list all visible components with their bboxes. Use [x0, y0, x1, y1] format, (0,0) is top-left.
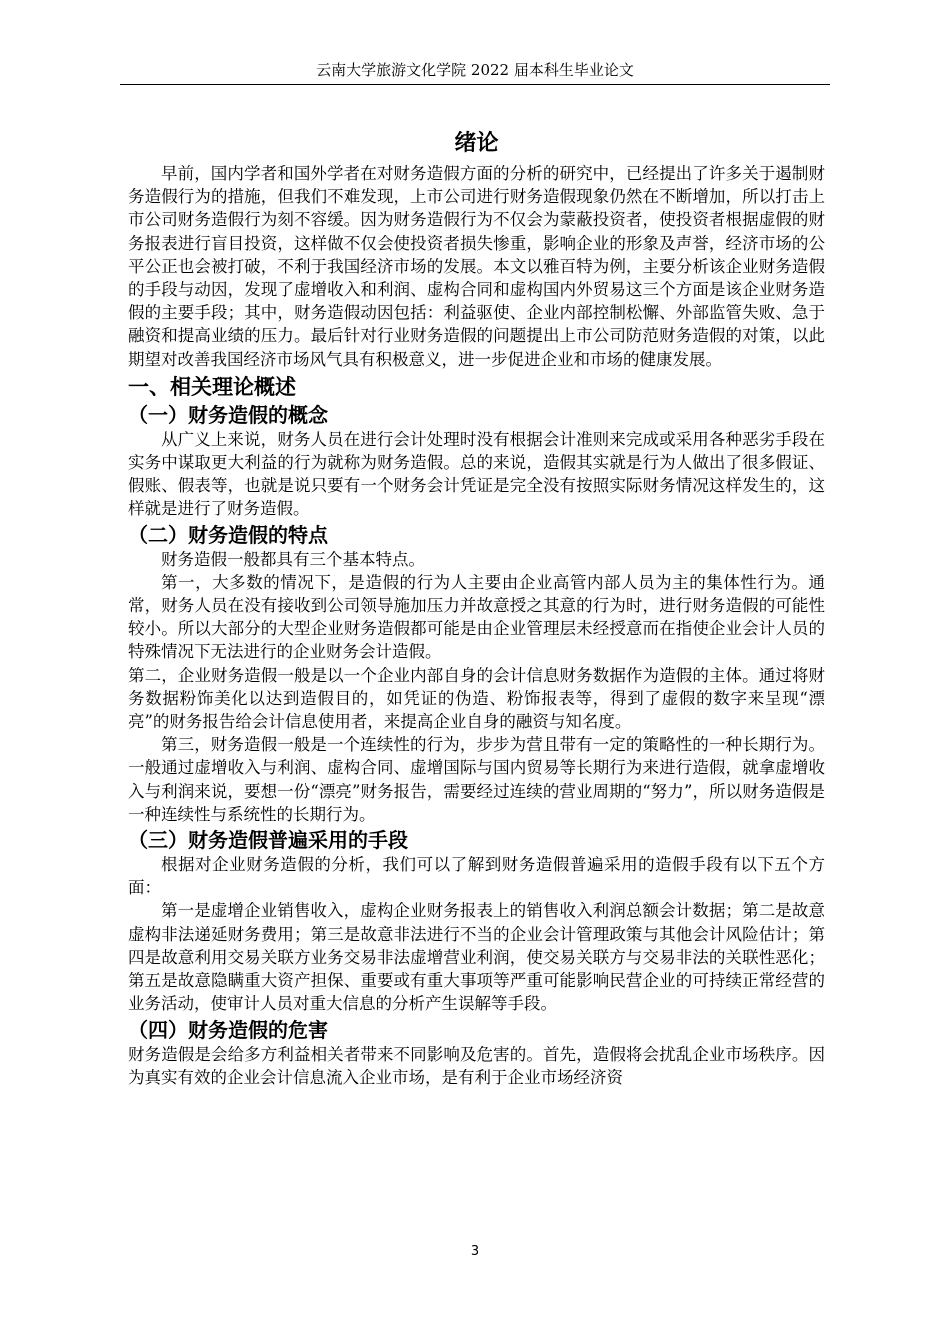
paragraph: 财务造假是会给多方利益相关者带来不同影响及危害的。首先，造假将会扰乱企业市场秩序。因为真实有效的企业会计信息流入企业市场，是有利于企业市场经济资	[128, 1044, 825, 1087]
page-title: 绪论	[454, 130, 499, 156]
subsection-heading-2: （二）财务造假的特点	[128, 522, 328, 547]
paragraph: 财务造假一般都具有三个基本特点。	[161, 549, 425, 569]
paragraph: 第一是虚增企业销售收入，虚构企业财务报表上的销售收入利润总额会计数据；第二是故意虚构非法递延财务费用；第三是故意非法进行不当的企业会计管理政策与其他会计风险估计；第四是故意利用交易关联方业务交易非法虚增营业利润，使交易关联方与交易非法的关联性恶化；第五是故意隐瞒重大资产担保、重要或有重大事项等严重可能影响民营企业的可持续正常经营的业务活动，使审计人员对重大信息的分析产生误解等手段。	[128, 901, 825, 1014]
subsection-heading-1: （一）财务造假的概念	[128, 402, 328, 427]
section-heading-1: 一、相关理论概述	[128, 374, 296, 399]
paragraph: 从广义上来说，财务人员在进行会计处理时没有根据会计准则来完成或采用各种恶劣手段在实务中谋取更大利益的行为就称为财务造假。总的来说，造假其实就是行为人做出了很多假证、假账、假表等，也就是说只要有一个财务会计凭证是完全没有按照实际财务情况这样发生的，这样就是进行了财务造假。	[128, 429, 825, 519]
intro-paragraph: 早前，国内学者和国外学者在对财务造假方面的分析的研究中，已经提出了许多关于遏制财务造假行为的措施，但我们不难发现，上市公司进行财务造假现象仍然在不断增加，所以打击上市公司财务造假行为刻不容缓。因为财务造假行为不仅会为蒙蔽投资者，使投资者根据虚假的财务报表进行盲目投资，这样做不仅会使投资者损失惨重，影响企业的形象及声誉，经济市场的公平公正也会被打破，不利于我国经济市场的发展。本文以雅百特为例，主要分析该企业财务造假的手段与动因，发现了虚增收入和利润、虚构合同和虚构国内外贸易这三个方面是该企业财务造假的主要手段；其中，财务造假动因包括：利益驱使、企业内部控制松懈、外部监管失败、急于融资和提高业绩的压力。最后针对行业财务造假的问题提出上市公司防范财务造假的对策，以此期望对改善我国经济市场风气具有积极意义，进一步促进企业和市场的健康发展。	[128, 164, 825, 369]
page-body	[128, 128, 825, 1089]
paragraph: 第二，企业财务造假一般是以一个企业内部自身的会计信息财务数据作为造假的主体。通过将财务数据粉饰美化以达到造假目的，如凭证的伪造、粉饰报表等，得到了虚假的数字来呈现“漂亮”的财务报告给会计信息使用者，来提高企业自身的融资与知名度。	[128, 665, 825, 732]
paragraph: 根据对企业财务造假的分析，我们可以了解到财务造假普遍采用的造假手段有以下五个方面：	[128, 855, 825, 898]
page-number: 3	[470, 1244, 480, 1259]
subsection-heading-4: （四）财务造假的危害	[128, 1017, 328, 1042]
paragraph: 第三，财务造假一般是一个连续性的行为，步步为营且带有一定的策略性的一种长期行为。一般通过虚增收入与利润、虚构合同、虚增国际与国内贸易等长期行为来进行造假，就拿虚增收入与利润来说，要想一份“漂亮”财务报告，需要经过连续的营业周期的“努力”，所以财务造假是一种连续性与系统性的长期行为。	[128, 735, 825, 824]
page-header: 云南大学旅游文化学院 2022 届本科生毕业论文	[120, 60, 830, 85]
paragraph: 第一，大多数的情况下，是造假的行为人主要由企业高管内部人员为主的集体性行为。通常，财务人员在没有接收到公司领导施加压力并故意授之其意的行为时，进行财务造假的可能性较小。所以大部分的大型企业财务造假都可能是由企业管理层未经授意而在指使企业会计人员的特殊情况下无法进行的企业财务会计造假。	[128, 572, 825, 662]
subsection-heading-3: （三）财务造假普遍采用的手段	[128, 828, 408, 853]
